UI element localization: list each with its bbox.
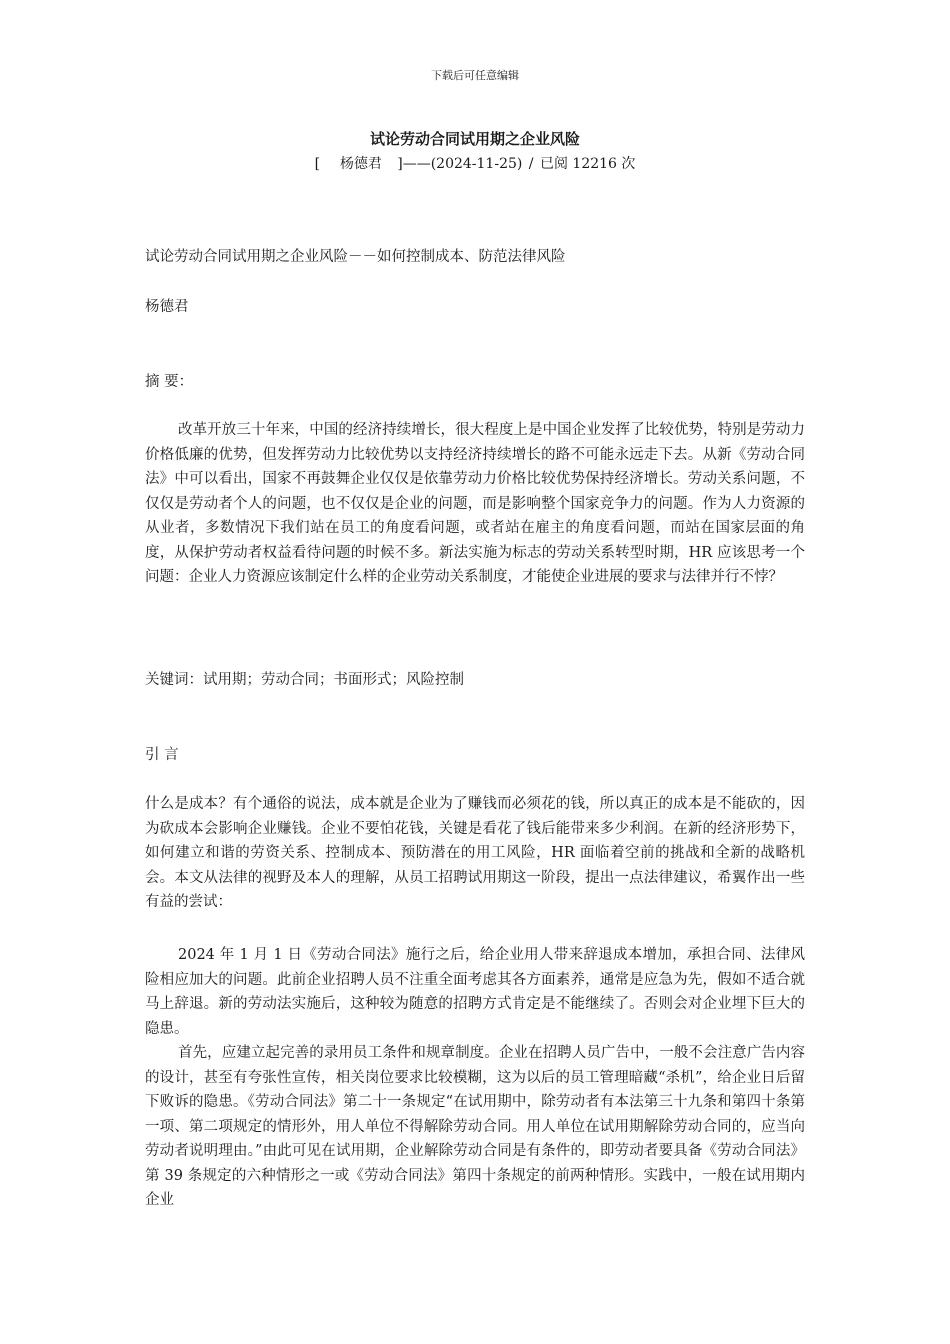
- abstract-label: 摘 要：: [145, 374, 194, 390]
- intro-text: 什么是成本？有个通俗的说法，成本就是企业为了赚钱而必须花的钱，所以真正的成本是不能砍的，因为砍成本会影响企业赚钱。企业不要怕花钱，关键是看花了钱后能带来多少利润。在新的经济形势下，如何建立和谐的劳资关系、控制成本、预防潜在的用工风险，HR 面临着空前的挑战和全新的战略机会。本文从法律的视野及本人的理解，从员工招聘试用期这一阶段，提出一点法律建议，希翼作出一些有益的尝试：: [145, 796, 805, 910]
- meta-views: 已阅 12216 次: [539, 156, 636, 172]
- author-line: 杨德君: [145, 299, 189, 315]
- meta-author: 杨德君: [339, 156, 382, 172]
- meta-date: ]——(2024-11-25): [397, 156, 523, 172]
- keywords-line: 关键词：试用期；劳动合同；书面形式；风险控制: [145, 672, 464, 688]
- body-section: [145, 943, 805, 1213]
- page-title: 试论劳动合同试用期之企业风险: [369, 130, 580, 148]
- header-note: 下载后可任意编辑: [431, 69, 519, 82]
- intro-label: 引 言: [145, 747, 179, 763]
- article-meta: [0, 153, 950, 173]
- meta-bracket-open: [: [314, 156, 321, 172]
- article-subtitle: 试论劳动合同试用期之企业风险－－如何控制成本、防范法律风险: [145, 249, 566, 265]
- meta-separator: /: [528, 156, 534, 172]
- abstract-text: 改革开放三十年来，中国的经济持续增长，很大程度上是中国企业发挥了比较优势，特别是劳动力价格低廉的优势，但发挥劳动力比较优势以支持经济持续增长的路不可能永远走下去。从新《劳动合同法》中可以看出，国家不再鼓舞企业仅仅是依靠劳动力价格比较优势保持经济增长。劳动关系问题，不仅仅是劳动者个人的问题，也不仅仅是企业的问题，而是影响整个国家竞争力的问题。作为人力资源的从业者，多数情况下我们站在员工的角度看问题，或者站在雇主的角度看问题，而站在国家层面的角度，从保护劳动者权益看待问题的时候不多。新法实施为标志的劳动关系转型时期，HR 应该思考一个问题：企业人力资源应该制定什么样的企业劳动关系制度，才能使企业进展的要求与法律并行不悖？: [145, 422, 805, 585]
- body-paragraph-1: 2024 年 1 月 1 日《劳动合同法》施行之后，给企业用人带来辞退成本增加，承担合同、法律风险相应加大的问题。此前企业招聘人员不注重全面考虑其各方面素养，通常是应急为先，假如不适合就马上辞退。新的劳动法实施后，这种较为随意的招聘方式肯定是不能继续了。否则会对企业埋下巨大的隐患。: [145, 947, 805, 1037]
- body-paragraph-2: 首先，应建立起完善的录用员工条件和规章制度。企业在招聘人员广告中，一般不会注意广告内容的设计，甚至有夸张性宣传，相关岗位要求比较模糊，这为以后的员工管理暗藏“杀机”，给企业日后留下败诉的隐患。《劳动合同法》第二十一条规定“在试用期中，除劳动者有本法第三十九条和第四十条第一项、第二项规定的情形外，用人单位不得解除劳动合同。用人单位在试用期解除劳动合同的，应当向劳动者说明理由。”由此可见在试用期，企业解除劳动合同是有条件的，即劳动者要具备《劳动合同法》第 39 条规定的六种情形之一或《劳动合同法》第四十条规定的前两种情形。实践中，一般在试用期内企业: [145, 1045, 805, 1208]
